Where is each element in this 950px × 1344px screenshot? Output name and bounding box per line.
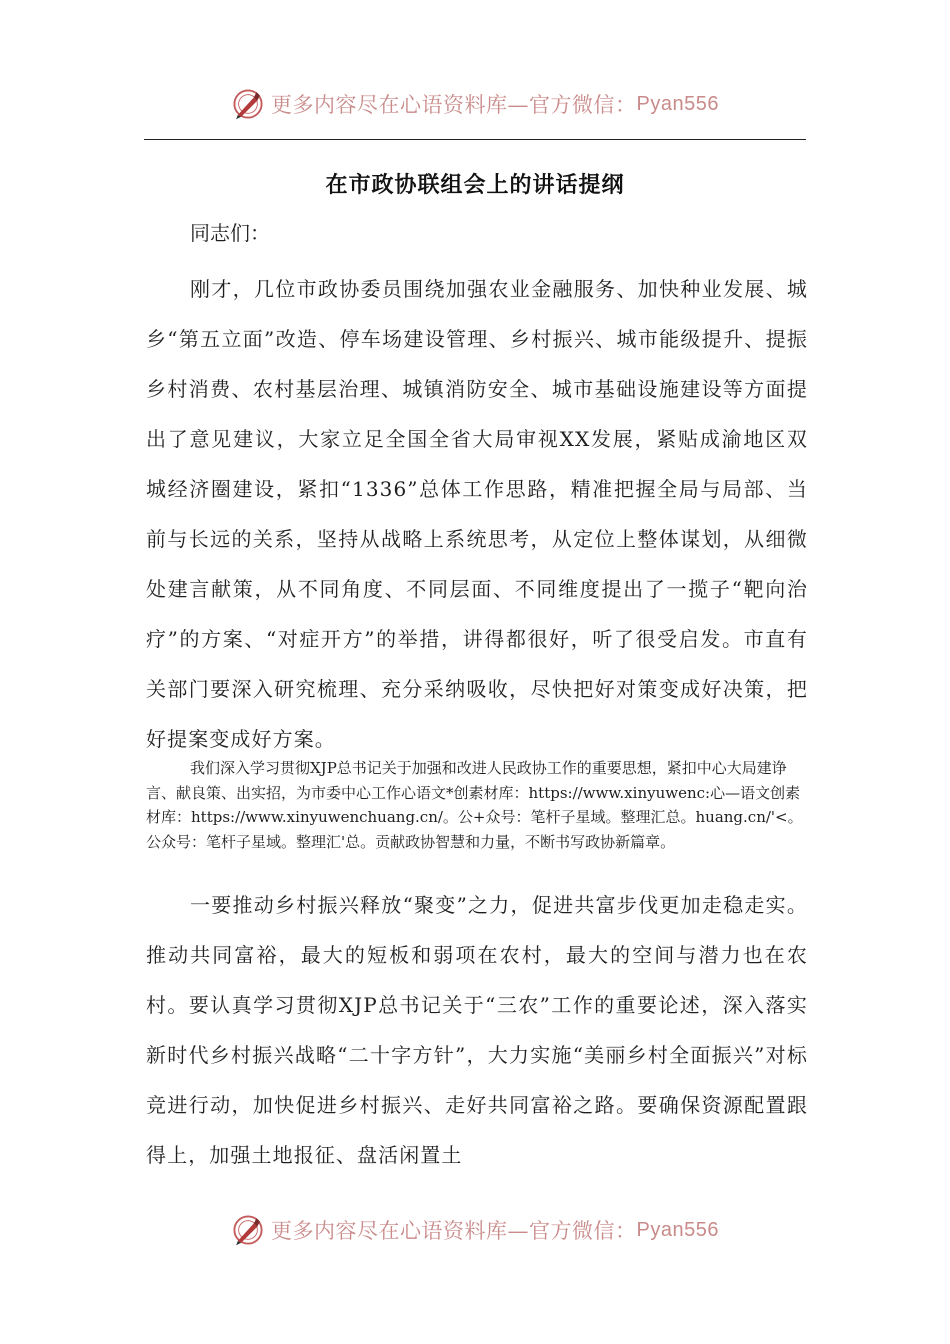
body-paragraph-2: 一要推动乡村振兴释放“聚变”之力，促进共富步伐更加走稳走实。推动共同富裕，最大的短板和弱项在农村，最大的空间与潜力也在农村。要认真学习贯彻XJP总书记关于“三农”工作的重要论述，深入落实新时代乡村振兴战略“二十字方针”，大力实施“美丽乡村全面振兴”对标竞进行动，加快促进乡村振兴、走好共同富裕之路。要确保资源配置跟得上，加强土地报征、盘活闲置土 <box>146 893 808 1167</box>
header-banner <box>0 84 950 124</box>
body-paragraph-small: 我们深入学习贯彻XJP总书记关于加强和改进人民政协工作的重要思想，紧扣中心大局建诤言、献良策、出实招，为市委中心工作心语文*创素材库：https://www.xinyuwenc:心—语文创素材库：https://www.xinyuwenchuang.cn/。公+众号：笔杆子星域。整理汇总。huang.cn/'<。公众号：笔杆子星域。整理汇'总。贡献政协智慧和力量，不断书写政协新篇章。 <box>146 759 803 851</box>
body-paragraph-1: 刚才，几位市政协委员围绕加强农业金融服务、加快种业发展、城乡“第五立面”改造、停车场建设管理、乡村振兴、城市能级提升、提振乡村消费、农村基层治理、城镇消防安全、城市基础设施建设等方面提出了意见建议，大家立足全国全省大局审视XX发展，紧贴成渝地区双城经济圈建设，紧扣“1336”总体工作思路，精准把握全局与局部、当前与长远的关系，坚持从战略上系统思考，从定位上整体谋划，从细微处建言献策，从不同角度、不同层面、不同维度提出了一揽子“靶向治疗”的方案、“对症开方”的举措，讲得都很好，听了很受启发。市直有关部门要深入研究梳理、充分采纳吸收，尽快把好对策变成好决策，把好提案变成好方案。 <box>146 277 808 751</box>
banner-handle: Pyan556 <box>636 92 719 115</box>
pen-logo-icon <box>231 1213 265 1247</box>
banner-text: 更多内容尽在心语资料库—官方微信： <box>271 93 637 117</box>
document-title: 在市政协联组会上的讲话提纲 <box>325 172 625 198</box>
footer-banner <box>0 1210 950 1250</box>
banner-handle: Pyan556 <box>636 1218 719 1241</box>
greeting: 同志们： <box>190 221 270 245</box>
pen-logo-icon <box>231 87 265 121</box>
banner-text: 更多内容尽在心语资料库—官方微信： <box>271 1219 637 1243</box>
header-divider <box>144 139 806 140</box>
